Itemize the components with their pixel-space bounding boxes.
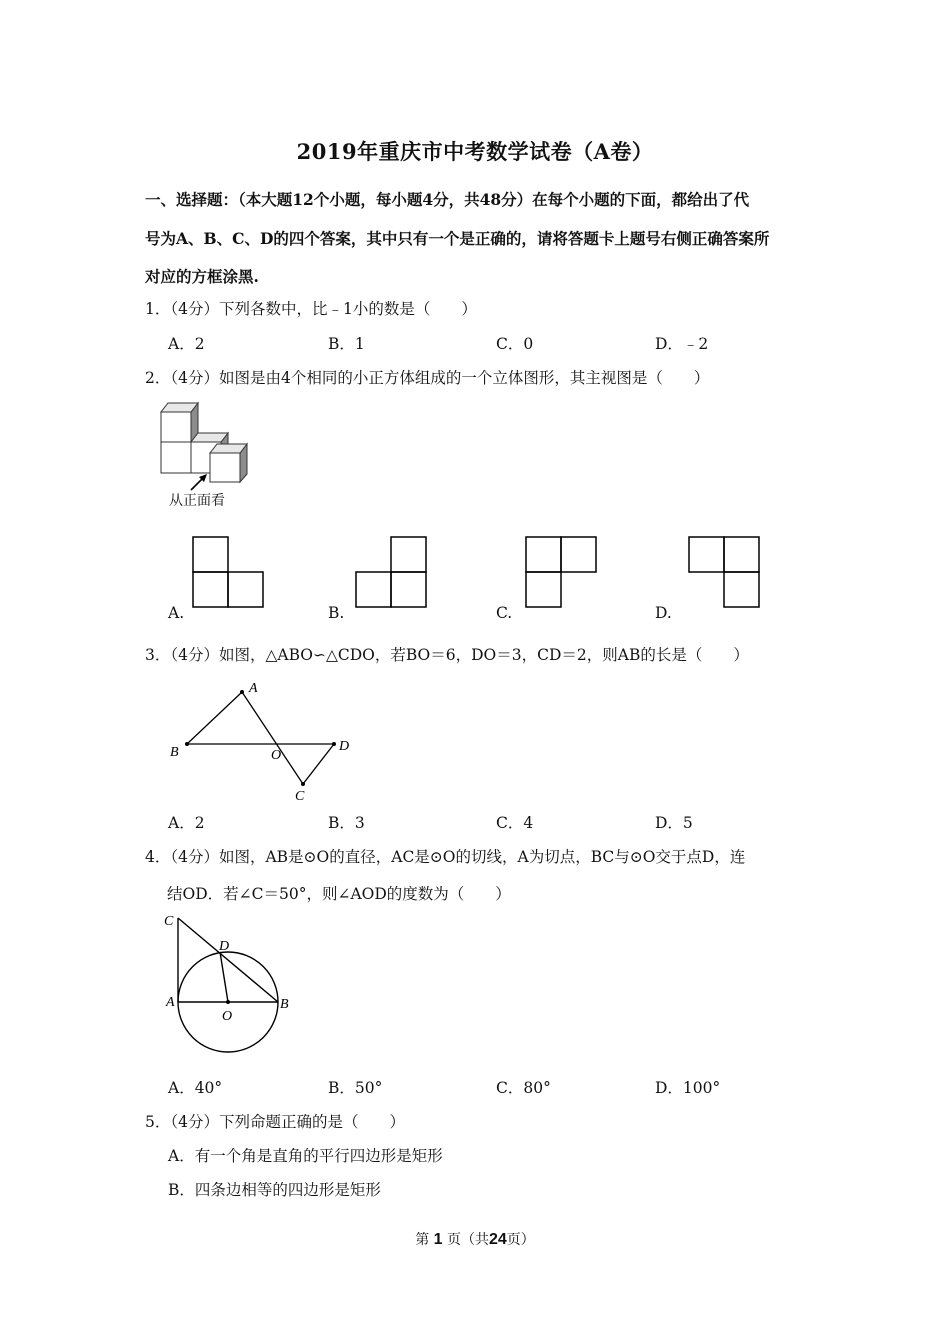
q3-label-o: O	[271, 748, 282, 763]
q4-stem-line2: 结OD．若∠C＝50°，则∠AOD的度数为（ ）	[167, 885, 511, 903]
q5-option-b: B．四条边相等的四边形是矩形	[168, 1181, 381, 1199]
page-footer	[0, 1229, 950, 1249]
q4-circle-figure	[160, 908, 300, 1058]
q5-stem: 5．（4分）下列命题正确的是（ ）	[145, 1113, 405, 1131]
q2-option-d: D.	[655, 604, 672, 622]
q4-label-d: D	[219, 939, 230, 954]
footer-total-pages: 24	[489, 1231, 507, 1248]
q1-stem: 1．（4分）下列各数中，比﹣1小的数是（ ）	[145, 300, 477, 318]
q2-option-a: A.	[168, 604, 185, 622]
q1-option-c: C．0	[496, 335, 534, 353]
q4-option-c: C．80°	[496, 1079, 551, 1097]
q4-option-d: D．100°	[655, 1079, 721, 1097]
section-instructions-line1: 一、选择题：（本大题12个小题，每小题4分，共48分）在每个小题的下面，都给出了代	[145, 190, 750, 209]
section-instructions-line2: 号为A、B、C、D的四个答案，其中只有一个是正确的，请将答题卡上题号右侧正确答案所	[145, 229, 770, 248]
q1-option-b: B．1	[328, 335, 365, 353]
q2-option-c-figure	[525, 536, 599, 610]
q1-option-a: A．2	[168, 335, 205, 353]
q3-option-c: C．4	[496, 814, 534, 832]
q2-option-b-figure	[355, 536, 429, 610]
q2-option-c: C.	[496, 604, 513, 622]
q4-label-c: C	[164, 914, 174, 929]
page-title: 2019年重庆市中考数学试卷（A卷）	[296, 139, 654, 164]
footer-middle: 页（共	[447, 1232, 489, 1248]
q4-label-b: B	[280, 997, 289, 1012]
q4-option-a: A．40°	[168, 1079, 223, 1097]
q3-stem: 3．（4分）如图，△ABO∽△CDO，若BO＝6，DO＝3，CD＝2，则AB的长是（ ）	[145, 646, 749, 664]
q5-option-a: A．有一个角是直角的平行四边形是矩形	[168, 1147, 443, 1165]
section-instructions-line3: 对应的方框涂黑.	[145, 267, 259, 286]
q3-option-a: A．2	[168, 814, 205, 832]
q3-label-b: B	[170, 745, 179, 760]
q4-label-o: O	[222, 1009, 233, 1024]
footer-page-number: 1	[433, 1231, 443, 1248]
q4-stem-line1: 4．（4分）如图，AB是⊙O的直径，AC是⊙O的切线，A为切点，BC与⊙O交于点D，连	[145, 848, 746, 866]
footer-suffix: 页）	[506, 1232, 535, 1248]
footer-prefix: 第	[415, 1232, 430, 1248]
q3-option-d: D．5	[655, 814, 693, 832]
q3-option-b: B．3	[328, 814, 365, 832]
q3-label-c: C	[295, 789, 305, 804]
q3-triangle-figure	[160, 672, 360, 804]
q4-option-b: B．50°	[328, 1079, 383, 1097]
q3-label-d: D	[339, 739, 350, 754]
q1-option-d: D．﹣2	[655, 335, 709, 353]
q2-option-d-figure	[688, 536, 762, 610]
q3-label-a: A	[249, 681, 258, 696]
q2-stem: 2．（4分）如图是由4个相同的小正方体组成的一个立体图形，其主视图是（ ）	[145, 369, 710, 387]
q2-option-b: B.	[328, 604, 345, 622]
q4-label-a: A	[166, 995, 175, 1010]
q2-option-a-figure	[192, 536, 266, 610]
q2-figure-caption: 从正面看	[169, 493, 225, 509]
